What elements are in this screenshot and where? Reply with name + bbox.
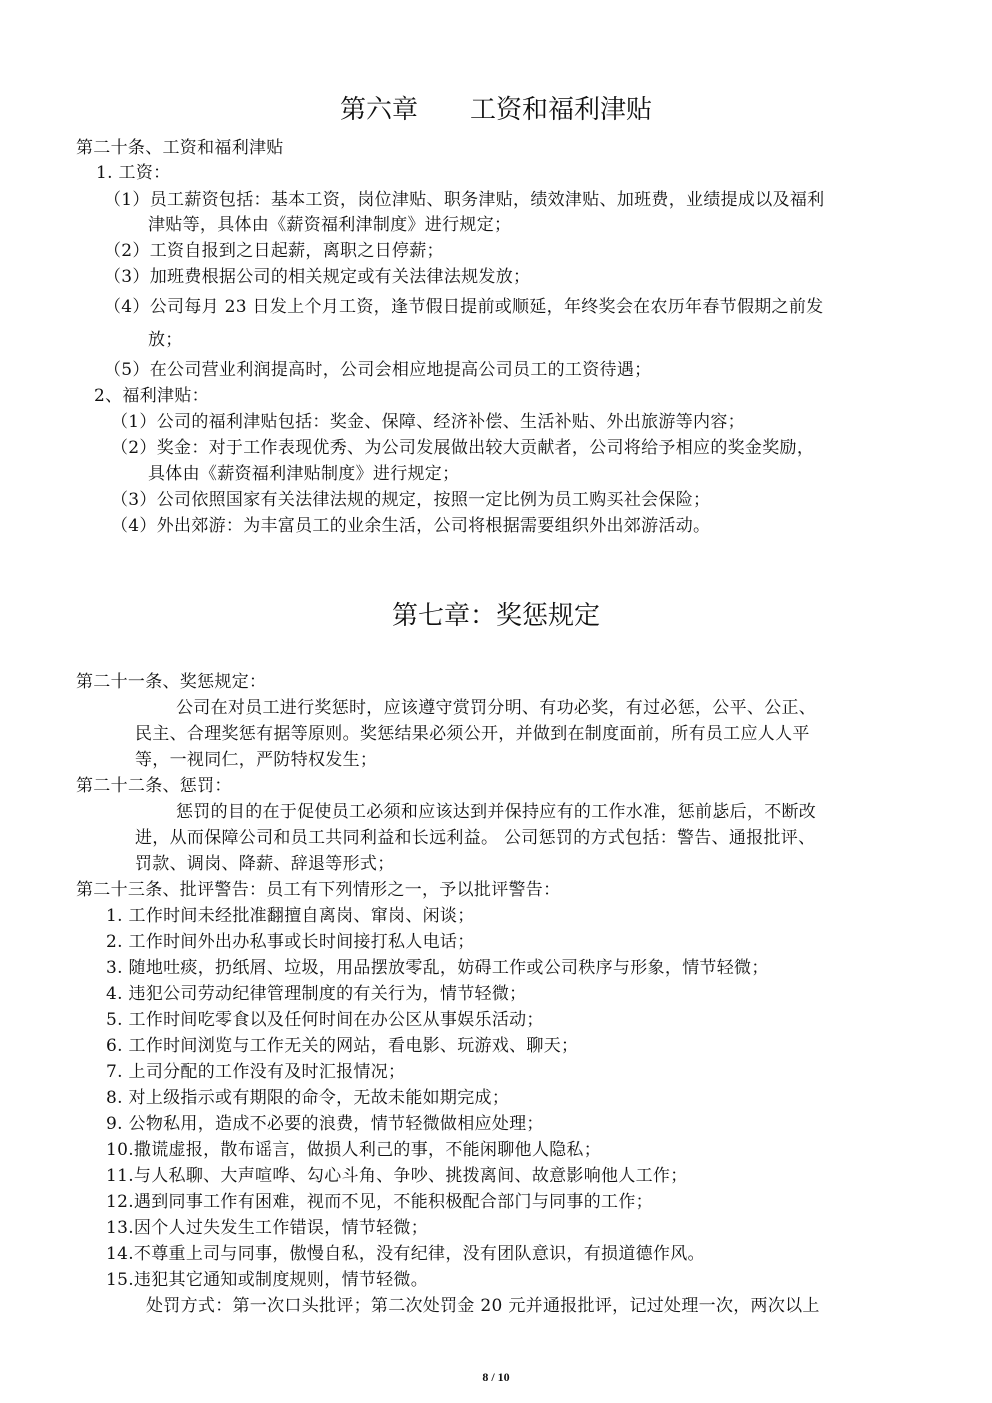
list-item: 5. 工作时间吃零食以及任何时间在办公区从事娱乐活动； [106,1010,544,1030]
article-21-body-2: 民主、合理奖惩有据等原则。奖惩结果必须公开，并做到在制度面前，所有员工应人人平 [135,724,810,744]
salary-item-5: （5）在公司营业利润提高时，公司会相应地提高公司员工的工资待遇； [104,360,652,380]
list-item: 7. 上司分配的工作没有及时汇报情况； [106,1062,406,1082]
list-item: 3. 随地吐痰，扔纸屑、垃圾，用品摆放零乱，妨碍工作或公司秩序与形象，情节轻微； [106,958,769,978]
welfare-item-1: （1）公司的福利津贴包括：奖金、保障、经济补偿、生活补贴、外出旅游等内容； [111,412,745,432]
list-item: 9. 公物私用，造成不必要的浪费，情节轻微做相应处理； [106,1114,544,1134]
article-22-body-1: 惩罚的目的在于促使员工必须和应该达到并保持应有的工作水准，惩前毖后，不断改 [176,802,817,822]
article-21-body-3: 等，一视同仁，严防特权发生； [135,750,378,770]
list-item: 2. 工作时间外出办私事或长时间接打私人电话； [106,932,475,952]
article-22-body-2: 进，从而保障公司和员工共同利益和长远利益。 公司惩罚的方式包括：警告、通报批评、 [135,828,816,848]
welfare-item-2-cont: 具体由《薪资福利津贴制度》进行规定； [148,464,460,484]
list-item: 8. 对上级指示或有期限的命令，无故未能如期完成； [106,1088,510,1108]
salary-item-1: （1）员工薪资包括：基本工资，岗位津贴、职务津贴，绩效津贴、加班费，业绩提成以及福利 [104,190,825,210]
list-item: 1. 工作时间未经批准翻擅自离岗、窜岗、闲谈； [106,906,475,926]
list-item: 12.遇到同事工作有困难，视而不见，不能积极配合部门与同事的工作； [106,1192,653,1212]
list-item: 11.与人私聊、大声喧哗、勾心斗角、争吵、挑拨离间、故意影响他人工作； [106,1166,688,1186]
article-22-body-3: 罚款、调岗、降薪、辞退等形式； [135,854,395,874]
salary-item-1-cont: 津贴等，具体由《薪资福利津制度》进行规定； [148,215,512,235]
page-number: 8 / 10 [482,1370,510,1384]
list-item: 15.违犯其它通知或制度规则，情节轻微。 [106,1270,429,1290]
welfare-item-2: （2）奖金：对于工作表现优秀、为公司发展做出较大贡献者，公司将给予相应的奖金奖励， [111,438,815,458]
welfare-item-3: （3）公司依照国家有关法律法规的规定，按照一定比例为员工购买社会保险； [111,490,711,510]
salary-item-3: （3）加班费根据公司的相关规定或有关法律法规发放； [104,267,531,287]
salary-item-2: （2）工资自报到之日起薪，离职之日停薪； [104,241,444,261]
article-22-heading: 第二十二条、惩罚： [76,776,232,796]
salary-item-4: （4）公司每月 23 日发上个月工资，逢节假日提前或顺延，年终奖会在农历年春节假期之前发 [104,297,824,317]
list-item: 10.撒谎虚报，散布谣言，做损人利己的事，不能闲聊他人隐私； [106,1140,602,1160]
article-21-body-1: 公司在对员工进行奖惩时，应该遵守赏罚分明、有功必奖，有过必惩，公平、公正、 [176,698,817,718]
penalty-method: 处罚方式：第一次口头批评；第二次处罚金 20 元并通报批评，记过处理一次，两次以上 [146,1296,820,1316]
list-item: 4. 违犯公司劳动纪律管理制度的有关行为，情节轻微； [106,984,527,1004]
list-item: 13.因个人过失发生工作错误，情节轻微； [106,1218,429,1238]
article-21-heading: 第二十一条、奖惩规定： [76,672,267,692]
section-welfare-heading: 2、福利津贴： [94,386,209,406]
list-item: 6. 工作时间浏览与工作无关的网站，看电影、玩游戏、聊天； [106,1036,579,1056]
salary-item-4-cont: 放； [148,330,183,350]
chapter-6-title: 第六章 工资和福利津贴 [339,95,652,125]
list-item: 14.不尊重上司与同事，傲慢自私，没有纪律，没有团队意识，有损道德作风。 [106,1244,705,1264]
section-salary-heading: 1. 工资： [96,163,171,183]
article-23-heading: 第二十三条、批评警告：员工有下列情形之一，予以批评警告： [76,880,561,900]
chapter-7-title: 第七章：奖惩规定 [391,601,600,631]
welfare-item-4: （4）外出郊游：为丰富员工的业余生活，公司将根据需要组织外出郊游活动。 [111,516,711,536]
article-20-heading: 第二十条、工资和福利津贴 [76,138,284,158]
